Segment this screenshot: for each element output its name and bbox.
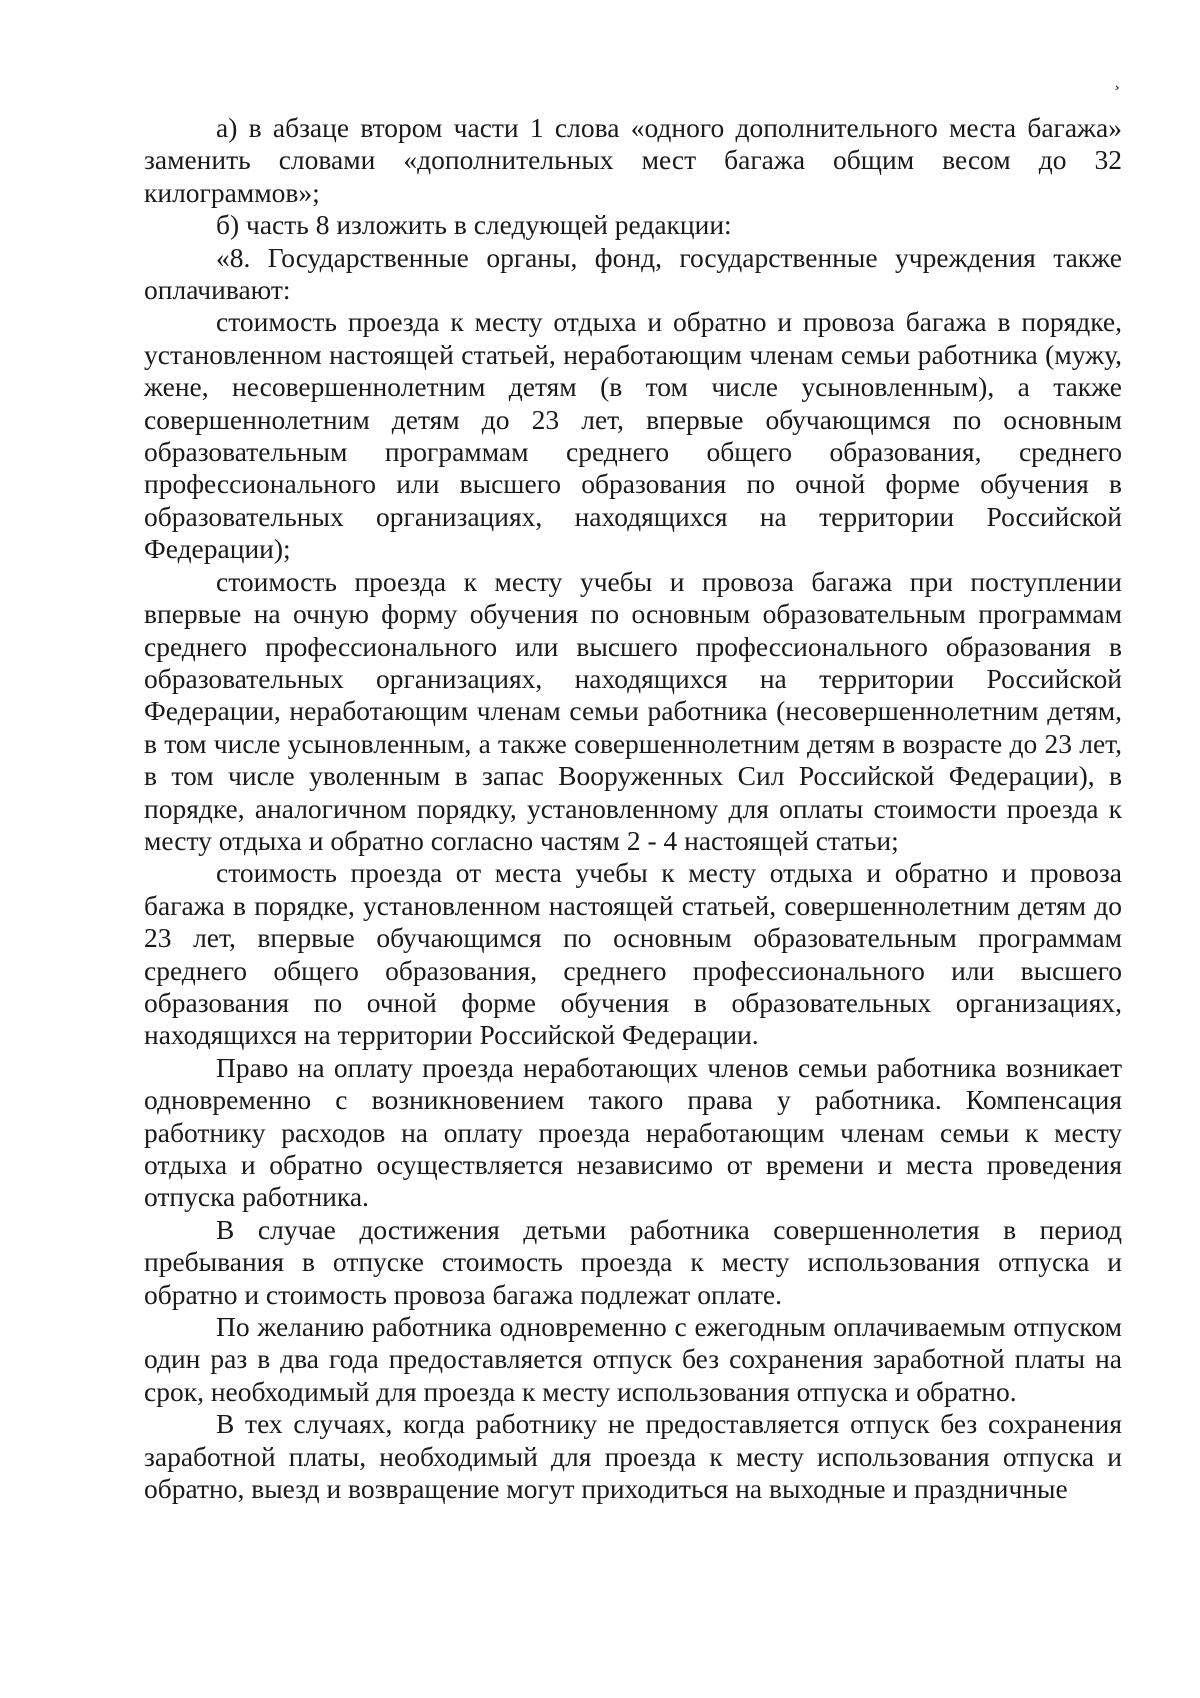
paragraph-family-right: Право на оплату проезда неработающих членов семьи работника возникает одновременно с возникновением такого права у работника. Компенсация работнику расходов на оплату проезда неработающим членам семьи к месту отдыха и обратно осуществляется независимо от времени и места проведения отпуска работника.	[144, 1051, 1122, 1213]
paragraph-travel-study-rest: стоимость проезда от места учебы к месту отдыха и обратно и провоза багажа в порядке, установленном настоящей статьей, совершеннолетним детям до 23 лет, впервые обучающимся по основным образовательным программам среднего общего образования, среднего профессионального или высшего образования по очной форме обучения в образовательных организациях, находящихся на территории Российской Федерации.	[144, 857, 1122, 1051]
paragraph-part-8-intro: «8. Государственные органы, фонд, государственные учреждения также оплачивают:	[144, 241, 1122, 306]
paragraph-unpaid-leave: По желанию работника одновременно с ежегодным оплачиваемым отпуском один раз в два года предоставляется отпуск без сохранения заработной платы на срок, необходимый для проезда к месту использования отпуска и обратно.	[144, 1311, 1122, 1407]
paragraph-travel-rest: стоимость проезда к месту отдыха и обратно и провоза багажа в порядке, установленном настоящей статьей, неработающим членам семьи работника (мужу, жене, несовершеннолетним детям (в том числе усыновленным), а также совершеннолетним детям до 23 лет, впервые обучающимся по основным образовательным программам среднего общего образования, среднего профессионального или высшего образования по очной форме обучения в образовательных организациях, находящихся на территории Российской Федерации);	[144, 306, 1122, 565]
paragraph-item-a: а) в абзаце втором части 1 слова «одного дополнительного места багажа» заменить словами «дополнительных мест багажа общим весом до 32 килограммов»;	[144, 112, 1122, 208]
paragraph-majority: В случае достижения детьми работника совершеннолетия в период пребывания в отпуске стоимость проезда к месту использования отпуска и обратно и стоимость провоза багажа подлежат оплате.	[144, 1213, 1122, 1310]
paragraph-item-b: б) часть 8 изложить в следующей редакции:	[216, 209, 732, 241]
document-body	[144, 112, 1122, 1505]
corner-mark: ¸	[1114, 70, 1120, 90]
paragraph-weekends: В тех случаях, когда работнику не предоставляется отпуск без сохранения заработной платы, необходимый для проезда к месту использования отпуска и обратно, выезд и возвращение могут приходиться на выходные и праздничные	[144, 1408, 1122, 1505]
paragraph-travel-study: стоимость проезда к месту учебы и провоза багажа при поступлении впервые на очную форму обучения по основным образовательным программам среднего профессионального или высшего профессионального образования в образовательных организациях, находящихся на территории Российской Федерации, неработающим членам семьи работника (несовершеннолетним детям, в том числе усыновленным, а также совершеннолетним детям в возрасте до 23 лет, в том числе уволенным в запас Вооруженных Сил Российской Федерации), в порядке, аналогичном порядку, установленному для оплаты стоимости проезда к месту отдыха и обратно согласно частям 2 - 4 настоящей статьи;	[144, 565, 1122, 856]
